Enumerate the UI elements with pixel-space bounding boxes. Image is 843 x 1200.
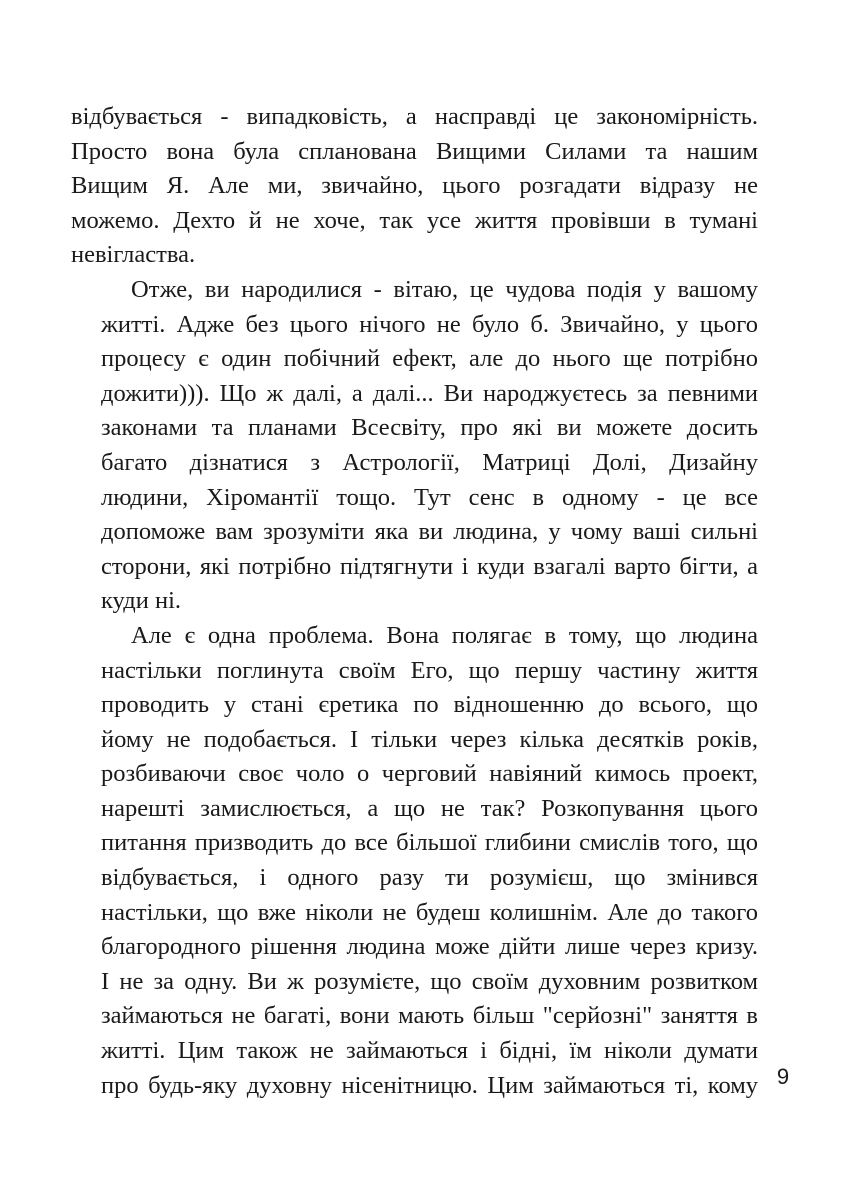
text-line: Але є одна проблема. Вона полягає в тому, що людина [131, 621, 758, 649]
text-line: Просто вона була спланована Вищими Силами та нашим [71, 137, 758, 165]
paragraph-3 [71, 619, 758, 1103]
paragraph-1 [71, 100, 758, 273]
text-line: законами та планами Всесвіту, про які ви можете досить [101, 414, 758, 442]
text-line: благородного рішення людина може дійти лише через кризу. [101, 933, 758, 961]
text-line: можемо. Дехто й не хоче, так усе життя провівши в тумані [71, 206, 758, 234]
text-line: дожити))). Що ж далі, а далі... Ви народжуєтесь за певними [101, 379, 758, 407]
body-text [71, 100, 758, 1103]
page-number: 9 [776, 1064, 790, 1089]
text-line: займаються не багаті, вони мають більш "серйозні" заняття в [101, 1002, 758, 1030]
text-line: Отже, ви народилися - вітаю, це чудова подія у вашому [131, 275, 758, 303]
text-line: багато дізнатися з Астрології, Матриці Долі, Дизайну [101, 448, 758, 476]
text-line: настільки поглинута своїм Его, що першу частину життя [101, 656, 758, 684]
text-line: І не за одну. Ви ж розумієте, що своїм духовним розвитком [101, 967, 758, 995]
text-line: відбувається, і одного разу ти розумієш, що змінився [101, 864, 758, 892]
text-line: питання призводить до все більшої глибини смислів того, що [101, 829, 758, 857]
text-line: житті. Цим також не займаються і бідні, їм ніколи думати [101, 1037, 758, 1065]
text-line: невігластва. [71, 241, 196, 269]
text-line: нарешті замислюється, а що не так? Розкопування цього [101, 794, 758, 822]
text-line: сторони, які потрібно підтягнути і куди взагалі варто бігти, а [101, 552, 758, 580]
text-line: допоможе вам зрозуміти яка ви людина, у чому ваші сильні [101, 518, 758, 546]
text-line: йому не подобається. І тільки через кілька десятків років, [101, 725, 758, 753]
text-line: процесу є один побічний ефект, але до нього ще потрібно [101, 345, 758, 373]
text-line: розбиваючи своє чоло о черговий навіяний кимось проект, [101, 760, 758, 788]
text-line: проводить у стані єретика по відношенню до всього, що [101, 691, 758, 719]
text-line: людини, Хіромантії тощо. Тут сенс в одному - це все [101, 483, 758, 511]
text-line: настільки, що вже ніколи не будеш колишнім. Але до такого [101, 898, 758, 926]
text-line: про будь-яку духовну нісенітницю. Цим займаються ті, кому [101, 1071, 758, 1099]
text-line: куди ні. [101, 587, 182, 615]
text-line: відбувається - випадковість, а насправді це закономірність. [71, 103, 758, 130]
paragraph-2 [71, 273, 758, 619]
text-line: Вищим Я. Але ми, звичайно, цього розгадати відразу не [71, 172, 758, 200]
text-line: житті. Адже без цього нічого не було б. Звичайно, у цього [101, 310, 758, 338]
